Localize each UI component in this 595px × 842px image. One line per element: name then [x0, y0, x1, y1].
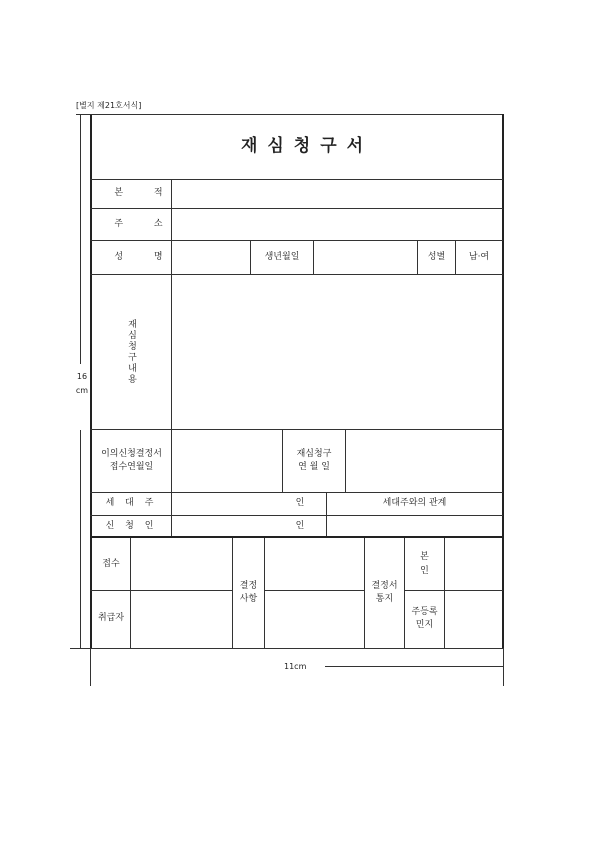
dim-vertical-line-lower	[80, 430, 81, 648]
name-label: 성 명	[114, 251, 177, 262]
notice-label-2: 통지	[375, 594, 394, 604]
self-label	[405, 539, 444, 590]
dim-height-label	[74, 370, 90, 398]
relation-field[interactable]	[327, 516, 502, 537]
handler-field[interactable]	[131, 591, 232, 647]
resident-label-2: 민지	[415, 620, 434, 630]
content-label-wrap	[92, 275, 171, 429]
retrial-date-field[interactable]	[346, 430, 502, 492]
decision-label-2: 사항	[239, 594, 258, 604]
objection-date-label-1: 이의신청결정서	[101, 448, 162, 459]
birth-label: 생년월일	[264, 251, 300, 262]
dim-height-unit: cm	[75, 386, 89, 395]
retrial-date-label-1: 재심청구	[296, 448, 332, 459]
head-seal: 인	[295, 498, 305, 509]
dim-height-number: 16	[76, 372, 88, 381]
retrial-date-label-2: 연 월 일	[298, 462, 330, 472]
form-title: 재심청구서	[240, 136, 374, 157]
dim-width-line	[325, 666, 503, 667]
self-label-1: 본	[420, 552, 429, 562]
objection-date-label-2: 접수연월일	[109, 462, 154, 472]
retrial-date-label	[283, 430, 345, 492]
handler-label: 취급자	[97, 613, 125, 624]
resident-label	[405, 591, 444, 647]
resident-field[interactable]	[445, 591, 502, 647]
objection-date-field[interactable]	[172, 430, 282, 492]
head-label: 세 대 주	[105, 498, 158, 509]
decision-field[interactable]	[265, 539, 364, 647]
resident-label-1: 주등록	[411, 606, 438, 617]
applicant-label: 신 청 인	[105, 520, 158, 531]
objection-date-label	[92, 430, 171, 492]
self-label-2: 인	[420, 565, 429, 576]
content-field[interactable]	[172, 275, 502, 429]
dim-vertical-line	[80, 114, 81, 364]
line-applicant-bottom	[90, 536, 503, 538]
dim-bottom-tick	[70, 648, 503, 649]
decision-label-1: 결정	[239, 580, 258, 591]
form-label: [별지 제21호서식]	[76, 101, 142, 110]
receipt-label: 접수	[102, 558, 120, 569]
notice-label-1: 결정서	[371, 580, 398, 591]
notice-label	[365, 539, 404, 647]
decision-label	[233, 539, 264, 647]
dim-top-tick	[76, 114, 92, 115]
name-field[interactable]	[172, 241, 250, 274]
receipt-field[interactable]	[131, 539, 232, 590]
applicant-seal: 인	[295, 520, 305, 531]
birth-field[interactable]	[314, 241, 417, 274]
frame-right	[502, 114, 504, 648]
domicile-label: 본 적	[114, 188, 177, 199]
domicile-field[interactable]	[172, 180, 502, 208]
relation-label: 세대주와의 관계	[382, 498, 447, 509]
dim-width-label: 11cm	[284, 662, 307, 671]
self-field[interactable]	[445, 539, 502, 590]
content-label: 재심청구내용	[126, 319, 136, 385]
gender-value[interactable]: 남·여	[468, 251, 490, 262]
dim-width-right	[503, 648, 504, 686]
gender-label: 성별	[427, 251, 446, 262]
address-label: 주 소	[114, 218, 177, 229]
address-field[interactable]	[172, 209, 502, 240]
dim-width-left	[90, 648, 91, 686]
